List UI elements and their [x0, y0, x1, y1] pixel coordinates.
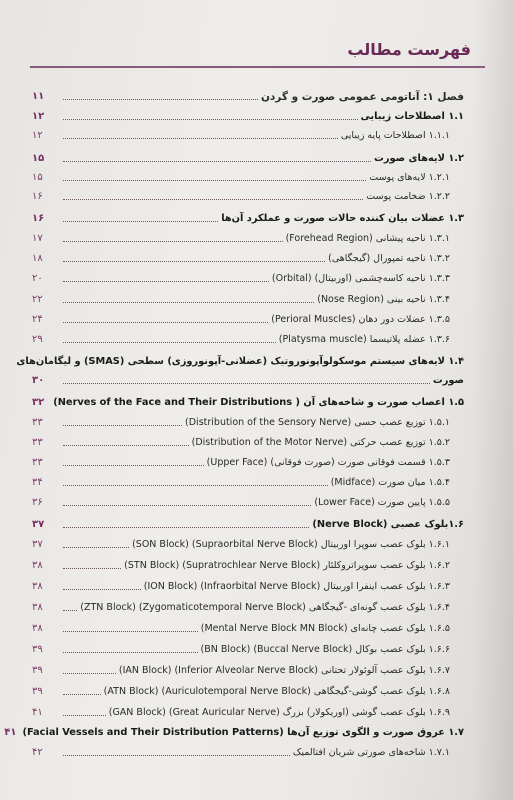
toc-row: [32, 702, 450, 720]
page-number: ۱۷: [32, 233, 43, 244]
dot-leader: [63, 631, 198, 632]
entry-title: ۱.۶.۹ بلوک عصب گوشی (اوریکولار) بزرگ (Great Auricular Nerve) (GAN Block): [108, 707, 450, 718]
chapter-page-number: ۱۱: [32, 91, 45, 102]
dot-leader: [63, 161, 371, 162]
toc-row: [32, 492, 450, 510]
toc-row: [32, 186, 450, 204]
toc-row: [32, 412, 450, 430]
entry-title: ۱.۳.۵ عضلات دور دهان (Perioral Muscles): [271, 314, 450, 325]
toc-row: [4, 722, 464, 740]
dot-leader: [63, 527, 309, 528]
dot-leader: [63, 610, 77, 611]
page-number: ۱۵: [32, 153, 45, 164]
entry-title: ۱.۲ لایه‌های صورت: [374, 153, 464, 164]
toc-row: [32, 106, 464, 124]
entry-title: ۱.۶.۲ بلوک عصب سوپراتروکلئار (Supratrochlear Nerve Block) (STN Block): [124, 560, 450, 571]
dot-leader: [63, 261, 325, 262]
toc-row-continuation: [32, 370, 464, 388]
dot-leader: [63, 673, 116, 674]
dot-leader: [63, 755, 290, 756]
entry-title: ۱.۶.۸ بلوک عصب گوشی-گیجگاهی (Auriculotemporal Nerve Block) (ATN Block): [103, 686, 450, 697]
page-number: ۳۳: [32, 437, 43, 448]
entry-title: ۱.۶.۷ بلوک عصب آلوئولار تحتانی (Inferior Alveolar Nerve Block) (IAN Block): [118, 665, 450, 676]
entry-title: ۱.۶.۶ بلوک عصب بوکال (Buccal Nerve Block) (BN Block): [200, 644, 450, 655]
page-number: ۴۱: [4, 727, 17, 738]
page-number: ۱۲: [32, 130, 43, 141]
toc-row: [32, 329, 450, 347]
dot-leader: [63, 199, 363, 200]
entry-title: ۱.۳.۲ ناحیه تمپورال (گیجگاهی): [328, 253, 450, 264]
page-number: ۳۴: [32, 477, 43, 488]
dot-leader: [63, 589, 141, 590]
dot-leader: [63, 568, 121, 569]
page-number: ۳۰: [32, 375, 45, 386]
toc-row: [32, 208, 464, 226]
toc-row: [32, 534, 450, 552]
entry-title: ۱.۵.۳ قسمت فوقانی صورت (صورت فوقانی) (Upper Face): [206, 457, 450, 468]
dot-leader: [63, 99, 258, 100]
entry-title: ۱.۶.۴ بلوک عصب گونه‌ای -گیجگاهی (Zygomaticotemporal Nerve Block) (ZTN Block): [80, 602, 450, 613]
page-number: ۲۹: [32, 334, 43, 345]
entry-title: ۱.۱.۱ اصطلاحات پایه زیبایی: [340, 130, 450, 141]
entry-title: ۱.۵.۴ میان صورت (Midface): [330, 477, 450, 488]
page-number: ۳۲: [32, 397, 45, 408]
entry-title: ۱.۶.۵ بلوک عصب چانه‌ای (Mental Nerve Block MN Block): [200, 623, 450, 634]
page-number: ۳۷: [32, 539, 43, 550]
dot-leader: [63, 465, 204, 466]
toc-row: [32, 268, 450, 286]
page-number: ۴۱: [32, 707, 43, 718]
page-title: فهرست مطالب: [347, 40, 471, 59]
page-number: ۲۲: [32, 294, 43, 305]
dot-leader: [63, 547, 129, 548]
toc-row: [32, 125, 450, 143]
dot-leader: [63, 281, 269, 282]
dot-leader: [63, 505, 311, 506]
toc-row: [32, 576, 450, 594]
page-number: ۴۲: [32, 747, 43, 758]
toc-row: [16, 351, 464, 369]
entry-title: ۱.۲.۱ لایه‌های پوست: [369, 172, 450, 183]
toc-row: [32, 228, 450, 246]
entry-title: ۱.۵.۲ توزیع عصب حرکتی (Distribution of the Motor Nerve): [191, 437, 450, 448]
chapter-title: فصل ۱: آناتومی عمومی صورت و گردن: [260, 91, 464, 103]
entry-title: ۱.۳.۶ عضله پلاتیسما (Platysma muscle): [278, 334, 450, 345]
toc-row: [32, 514, 464, 532]
entry-title: صورت: [432, 375, 464, 386]
dot-leader: [63, 694, 101, 695]
dot-leader: [63, 342, 276, 343]
dot-leader: [63, 302, 314, 303]
dot-leader: [63, 652, 198, 653]
dot-leader: [63, 241, 283, 242]
dot-leader: [63, 445, 189, 446]
dot-leader: [63, 485, 328, 486]
dot-leader: [63, 180, 366, 181]
page-number: ۳۸: [32, 560, 43, 571]
toc-row: [32, 248, 450, 266]
dot-leader: [63, 138, 338, 139]
entry-title: ۱.۳.۴ ناحیه بینی (Nose Region): [317, 294, 450, 305]
entry-title: ۱.۶.۳ بلوک عصب اینفرا اوربیتال (Infraorbital Nerve Block) (ION Block): [143, 581, 450, 592]
entry-title: ۱.۵.۱ توزیع عصب حسی (Distribution of the Sensory Nerve): [185, 417, 450, 428]
toc-row: [32, 618, 450, 636]
toc-row: [32, 289, 450, 307]
page-number: ۳۸: [32, 623, 43, 634]
toc-row: [32, 452, 450, 470]
page-number: ۲۰: [32, 273, 43, 284]
dot-leader: [63, 715, 106, 716]
dot-leader: [63, 221, 218, 222]
page-number: ۳۶: [32, 497, 43, 508]
page-number: ۲۴: [32, 314, 43, 325]
toc-row: [32, 148, 464, 166]
entry-title: ۱.۳.۱ ناحیه پیشانی (Forehead Region): [285, 233, 450, 244]
entry-title: ۱.۳ عضلات بیان کننده حالات صورت و عملکرد آن‌ها: [221, 213, 464, 224]
toc-row: [32, 472, 450, 490]
entry-title: ۱.۲.۲ ضخامت پوست: [366, 191, 450, 202]
toc-row: [32, 309, 450, 327]
dot-leader: [63, 383, 430, 384]
page-number: ۳۹: [32, 644, 43, 655]
toc-chapter-row: [32, 86, 464, 104]
entry-title: ۱.۵ اعصاب صورت و شاخه‌های آن ( Nerves of the Face and Their Distributions): [53, 397, 464, 408]
entry-title: ۱.۶بلوک عصبی (Nerve Block): [312, 519, 464, 530]
page-number: ۳۸: [32, 602, 43, 613]
entry-title: ۱.۷.۱ شاخه‌های صورتی شریان افتالمیک: [292, 747, 450, 758]
page-number: ۳۸: [32, 581, 43, 592]
toc-row: [32, 681, 450, 699]
page-number: ۳۷: [32, 519, 45, 530]
entry-title: ۱.۱ اصطلاحات زیبایی: [360, 111, 464, 122]
dot-leader: [63, 322, 268, 323]
toc-row: [32, 597, 450, 615]
page-number: ۳۳: [32, 457, 43, 468]
page-number: ۳۹: [32, 665, 43, 676]
entry-title: ۱.۴ لایه‌های سیستم موسکولوآپونوروتیک (عضلانی-آپونوروزی) سطحی (SMAS) و لیگامان‌های: [16, 356, 464, 367]
toc-row: [32, 392, 464, 410]
page-number: ۱۵: [32, 172, 43, 183]
toc-row: [32, 432, 450, 450]
entry-title: ۱.۳.۳ ناحیه کاسه‌چشمی (اوربیتال) (Orbital): [271, 273, 450, 284]
entry-title: ۱.۵.۵ پایین صورت (Lower Face): [314, 497, 450, 508]
page-number: ۱۶: [32, 191, 43, 202]
page-number: ۳۳: [32, 417, 43, 428]
dot-leader: [63, 119, 358, 120]
toc-row: [32, 555, 450, 573]
page-number: ۱۸: [32, 253, 43, 264]
page-number: ۳۹: [32, 686, 43, 697]
page-number: ۱۶: [32, 213, 45, 224]
toc-row: [32, 639, 450, 657]
dot-leader: [63, 425, 182, 426]
entry-title: ۱.۷ عروق صورت و الگوی توزیع آن‌ها (Facial Vessels and Their Distribution Patterns): [22, 727, 464, 738]
toc-row: [32, 660, 450, 678]
toc-row: [32, 742, 450, 760]
toc-row: [32, 167, 450, 185]
entry-title: ۱.۶.۱ بلوک عصب سوپرا اوربیتال (Supraorbital Nerve Block) (SON Block): [132, 539, 450, 550]
page-number: ۱۲: [32, 111, 45, 122]
